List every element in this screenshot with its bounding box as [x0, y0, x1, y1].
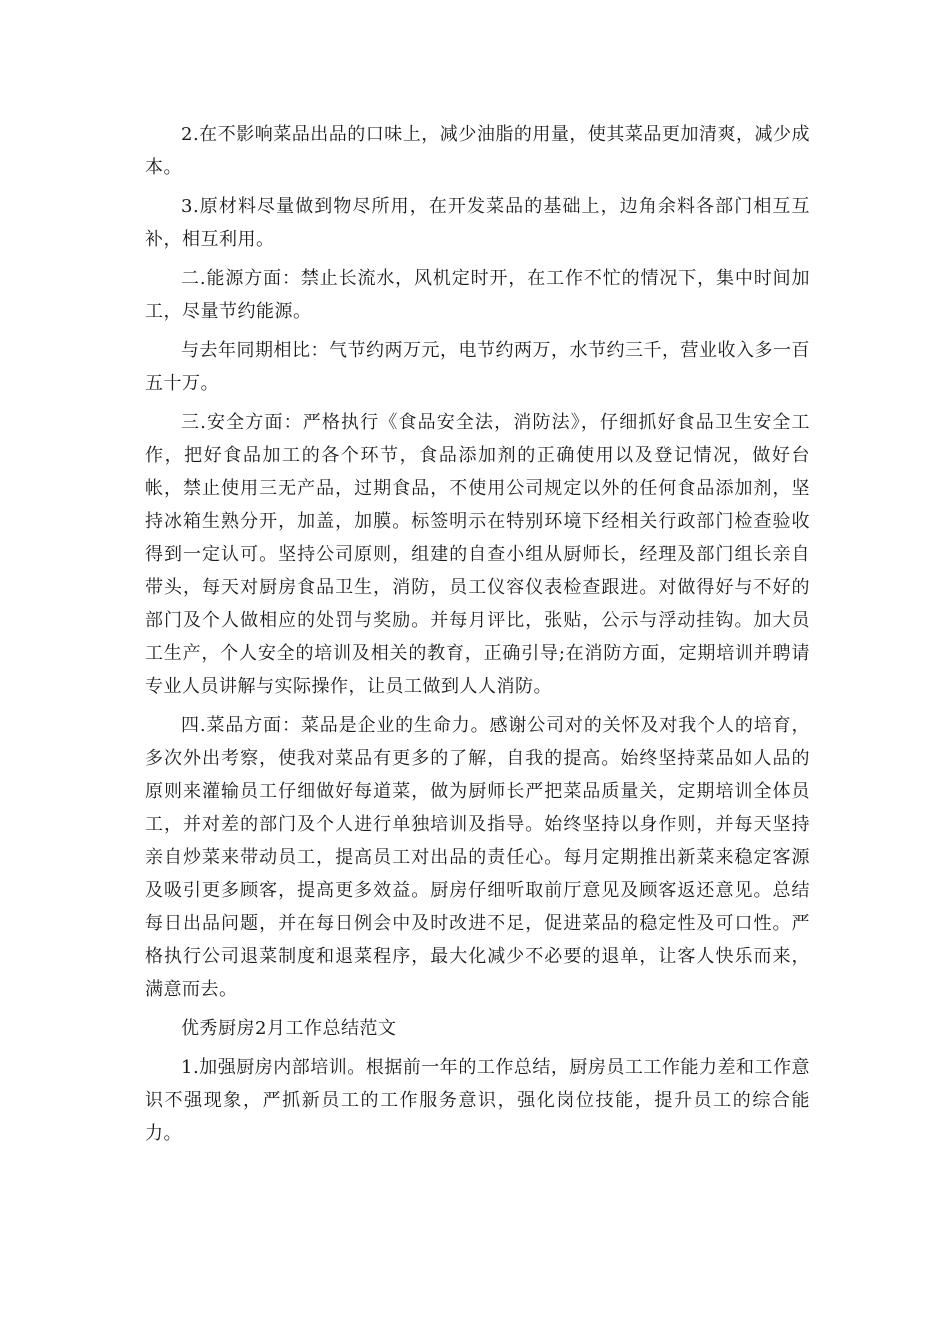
paragraph-dishes: 四.菜品方面：菜品是企业的生命力。感谢公司对的关怀及对我个人的培育，多次外出考察，使我对菜品有更多的了解，自我的提高。始终坚持菜品如人品的原则来灌输员工仔细做好每道菜，做为厨师长严把菜品质量关，定期培训全体员工，并对差的部门及个人进行单独培训及指导。始终坚持以身作则，并每天坚持亲自炒菜来带动员工，提高员工对出品的责任心。每月定期推出新菜来稳定客源及吸引更多顾客，提高更多效益。厨房仔细听取前厅意见及顾客返还意见。总结每日出品问题，并在每日例会中及时改进不足，促进菜品的稳定性及可口性。严格执行公司退菜制度和退菜程序，最大化减少不必要的退单，让客人快乐而来，满意而去。	[145, 715, 810, 1000]
paragraph-energy-comparison: 与去年同期相比：气节约两万元，电节约两万，水节约三千，营业收入多一百五十万。	[145, 340, 810, 394]
paragraph-ingredients-oil: 2.在不影响菜品出品的口味上，减少油脂的用量，使其菜品更加清爽，减少成本。	[145, 124, 810, 178]
paragraph-energy: 二.能源方面：禁止长流水，风机定时开，在工作不忙的情况下，集中时间加工，尽量节约能源。	[145, 268, 810, 322]
document-body	[145, 118, 810, 1156]
paragraph-ingredients-usage: 3.原材料尽量做到物尽所用，在开发菜品的基础上，边角余料各部门相互互补，相互利用。	[145, 196, 810, 250]
paragraph-training: 1.加强厨房内部培训。根据前一年的工作总结，厨房员工工作能力差和工作意识不强现象，严抓新员工的工作服务意识，强化岗位技能，提升员工的综合能力。	[145, 1057, 810, 1144]
paragraph-safety: 三.安全方面：严格执行《食品安全法，消防法》，仔细抓好食品卫生安全工作，把好食品加工的各个环节，食品添加剂的正确使用以及登记情况，做好台帐，禁止使用三无产品，过期食品，不使用公司规定以外的任何食品添加剂，坚持冰箱生熟分开，加盖，加膜。标签明示在特别环境下经相关行政部门检查验收得到一定认可。坚持公司原则，组建的自查小组从厨师长，经理及部门组长亲自带头，每天对厨房食品卫生，消防，员工仪容仪表检查跟进。对做得好与不好的部门及个人做相应的处罚与奖励。并每月评比，张贴，公示与浮动挂钩。加大员工生产，个人安全的培训及相关的教育，正确引导;在消防方面，定期培训并聘请专业人员讲解与实际操作，让员工做到人人消防。	[145, 412, 810, 697]
section-heading: 优秀厨房2月工作总结范文	[181, 1018, 397, 1039]
